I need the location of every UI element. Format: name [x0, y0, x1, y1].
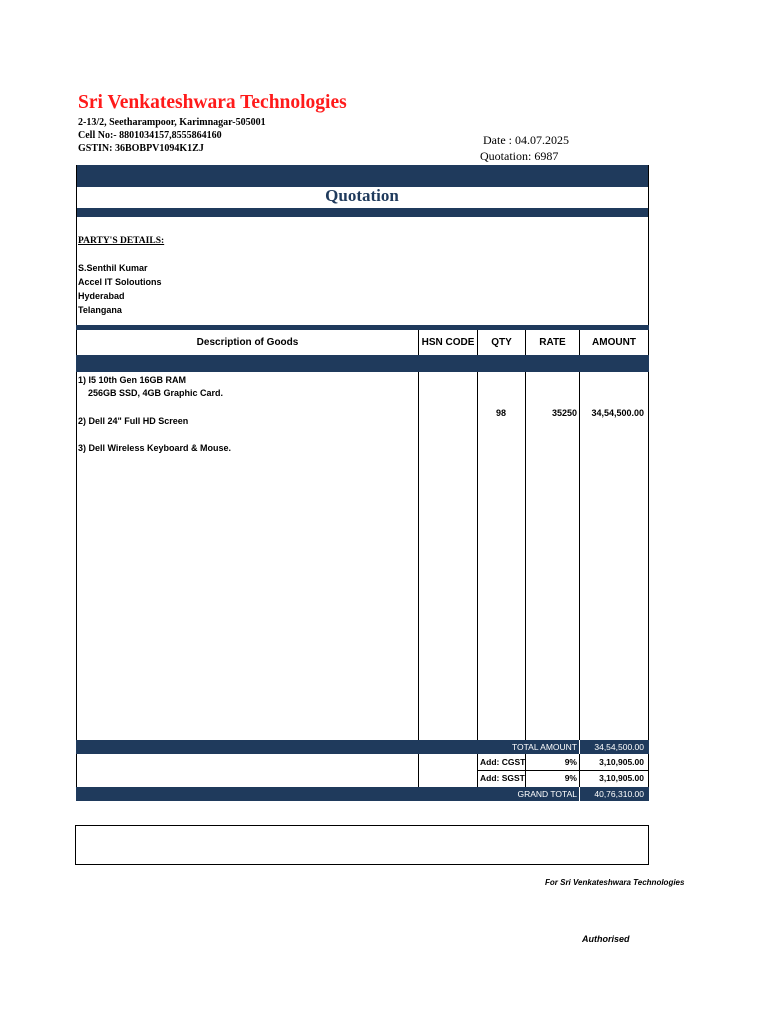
signatory-for: For Sri Venkateshwara Technologies — [545, 878, 685, 887]
sgst-value: 3,10,905.00 — [599, 773, 644, 783]
col-hsn-header: HSN CODE — [421, 337, 475, 348]
total-amount-label: TOTAL AMOUNT — [511, 742, 577, 752]
item-amount: 34,54,500.00 — [591, 408, 644, 418]
header-bottom-bar — [76, 355, 649, 372]
party-company: Accel IT Soloutions — [78, 277, 162, 287]
col-divider — [418, 330, 419, 355]
company-address: 2-13/2, Seetharampoor, Karimnagar-505001 — [78, 117, 266, 128]
tax-row-divider — [477, 770, 649, 771]
sgst-label: Add: SGST — [480, 773, 525, 783]
grand-total-divider — [579, 787, 580, 801]
cgst-rate: 9% — [564, 757, 577, 767]
col-divider — [477, 372, 478, 740]
company-gstin: GSTIN: 36BOBPV1094K1ZJ — [78, 143, 204, 154]
quotation-title: Quotation — [325, 186, 399, 205]
party-details-title: PARTY'S DETAILS: — [78, 236, 165, 246]
item-rate: 35250 — [551, 408, 577, 418]
col-divider — [525, 330, 526, 355]
grand-total-label: GRAND TOTAL — [517, 789, 577, 799]
total-divider — [579, 740, 580, 754]
item-line-3: 2) Dell 24" Full HD Screen — [78, 416, 189, 426]
frame-right-border — [648, 165, 649, 801]
grand-total-value: 40,76,310.00 — [594, 789, 644, 799]
col-divider — [525, 372, 526, 740]
quotation-date: Date : 04.07.2025 — [483, 133, 569, 147]
total-amount-value: 34,54,500.00 — [594, 742, 644, 752]
item-line-2: 256GB SSD, 4GB Graphic Card. — [78, 388, 224, 398]
col-divider — [579, 330, 580, 355]
party-state: Telangana — [78, 305, 122, 315]
item-line-4: 3) Dell Wireless Keyboard & Mouse. — [78, 443, 231, 453]
item-qty: 98 — [495, 408, 506, 418]
col-rate-header: RATE — [539, 337, 566, 348]
party-name: S.Senthil Kumar — [78, 263, 148, 273]
sgst-rate: 9% — [564, 773, 577, 783]
tax-col-divider — [418, 754, 419, 787]
title-bottom-bar — [76, 208, 649, 217]
remarks-box — [75, 825, 649, 865]
cgst-label: Add: CGST — [480, 757, 526, 767]
col-amount-header: AMOUNT — [592, 337, 636, 348]
company-name: Sri Venkateshwara Technologies — [78, 92, 347, 113]
party-city: Hyderabad — [78, 291, 125, 301]
item-line-1: 1) I5 10th Gen 16GB RAM — [78, 375, 187, 385]
top-bar — [76, 165, 649, 187]
frame-left-border — [76, 165, 77, 801]
col-divider — [477, 330, 478, 355]
col-qty-header: QTY — [491, 337, 512, 348]
col-description-header: Description of Goods — [196, 337, 299, 348]
cgst-value: 3,10,905.00 — [599, 757, 644, 767]
authorised-signatory: Authorised — [582, 934, 630, 944]
quotation-number: Quotation: 6987 — [480, 149, 559, 163]
col-divider — [418, 372, 419, 740]
header-top-bar — [76, 325, 649, 330]
col-divider — [579, 372, 580, 740]
company-cell: Cell No:- 8801034157,8555864160 — [78, 130, 222, 141]
